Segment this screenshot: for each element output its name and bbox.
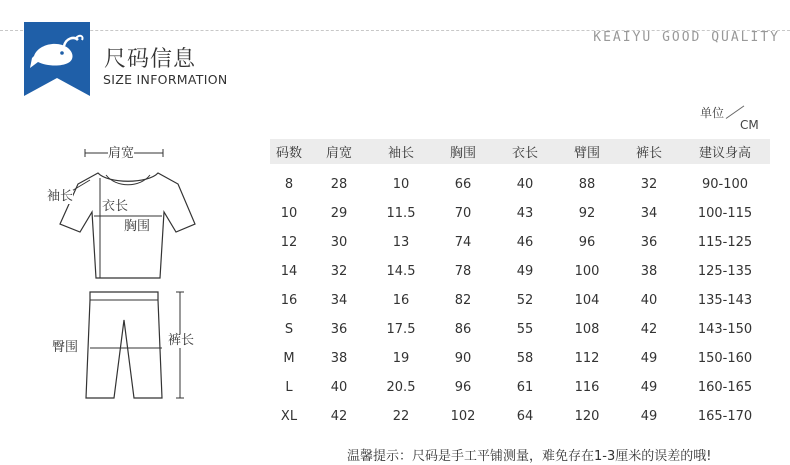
table-row [270, 286, 770, 315]
table-cell: 55 [516, 322, 534, 337]
unit-indicator [700, 104, 770, 134]
measurement-note: 温馨提示：尺码是手工平铺测量，难免存在1-3厘米的误差的哦! [347, 449, 712, 464]
table-cell: 160-165 [697, 380, 753, 395]
table-cell: 49 [640, 351, 658, 366]
table-row [270, 199, 770, 228]
shoulder-label: 肩宽 [108, 146, 135, 161]
chest-label: 胸围 [124, 219, 151, 234]
table-cell: 10 [280, 206, 298, 221]
table-cell: 120 [574, 409, 600, 424]
table-cell: 42 [640, 322, 658, 337]
table-row [270, 402, 770, 431]
table-cell: 64 [516, 409, 534, 424]
table-cell: 12 [280, 235, 298, 250]
table-cell: 20.5 [386, 380, 416, 395]
table-cell: 16 [280, 293, 298, 308]
table-cell: 165-170 [697, 409, 753, 424]
table-cell: 104 [574, 293, 600, 308]
table-cell: 38 [330, 351, 348, 366]
table-cell: 38 [640, 264, 658, 279]
table-cell: 96 [454, 380, 472, 395]
table-cell: S [284, 322, 294, 337]
table-cell: 88 [578, 177, 596, 192]
col-header-length: 衣长 [494, 139, 556, 164]
col-header-chest: 胸围 [432, 139, 494, 164]
table-cell: 86 [454, 322, 472, 337]
unit-value: CM [740, 118, 759, 132]
table-cell: 96 [578, 235, 596, 250]
table-cell: 115-125 [697, 235, 753, 250]
table-cell: 34 [330, 293, 348, 308]
table-cell: 40 [330, 380, 348, 395]
table-cell: 112 [574, 351, 600, 366]
table-cell: 90-100 [701, 177, 749, 192]
table-cell: 82 [454, 293, 472, 308]
hip-label: 臀围 [52, 340, 79, 355]
table-cell: 32 [640, 177, 658, 192]
table-cell: 61 [516, 380, 534, 395]
table-cell: 29 [330, 206, 348, 221]
col-header-pants-length: 裤长 [618, 139, 680, 164]
table-cell: 108 [574, 322, 600, 337]
table-cell: 40 [640, 293, 658, 308]
table-cell: 70 [454, 206, 472, 221]
table-body [270, 164, 770, 431]
table-cell: 32 [330, 264, 348, 279]
size-table [270, 139, 770, 431]
pants-length-label: 裤长 [168, 333, 195, 348]
table-cell: 36 [330, 322, 348, 337]
page-subtitle: SIZE INFORMATION [103, 72, 228, 87]
sleeve-label: 袖长 [47, 189, 74, 204]
col-header-height: 建议身高 [680, 139, 770, 164]
table-cell: M [283, 351, 295, 366]
garment-outline [30, 140, 210, 410]
table-cell: 90 [454, 351, 472, 366]
table-cell: 42 [330, 409, 348, 424]
table-cell: 13 [392, 235, 410, 250]
table-cell: 19 [392, 351, 410, 366]
table-cell: 150-160 [697, 351, 753, 366]
table-cell: 78 [454, 264, 472, 279]
table-cell: 30 [330, 235, 348, 250]
table-row [270, 257, 770, 286]
table-row [270, 228, 770, 257]
garment-diagram [30, 140, 210, 414]
table-cell: 100-115 [697, 206, 753, 221]
table-header-row [270, 139, 770, 164]
col-header-shoulder: 肩宽 [308, 139, 370, 164]
table-cell: 22 [392, 409, 410, 424]
table-cell: 36 [640, 235, 658, 250]
table-cell: 46 [516, 235, 534, 250]
table-cell: 40 [516, 177, 534, 192]
page-title: 尺码信息 [104, 47, 197, 72]
unit-label: 单位 [700, 106, 725, 120]
table-row [270, 373, 770, 402]
table-cell: 14 [280, 264, 298, 279]
table-cell: 17.5 [386, 322, 416, 337]
table-cell: 49 [640, 380, 658, 395]
table-cell: 8 [284, 177, 294, 192]
table-cell: 43 [516, 206, 534, 221]
table-cell: 143-150 [697, 322, 753, 337]
table-cell: 135-143 [697, 293, 753, 308]
length-label: 衣长 [102, 199, 129, 214]
whale-logo-icon [24, 22, 90, 96]
table-cell: 74 [454, 235, 472, 250]
table-cell: 125-135 [697, 264, 753, 279]
unit-slash [726, 105, 745, 118]
table-cell: 34 [640, 206, 658, 221]
table-cell: XL [280, 409, 298, 424]
table-row [270, 344, 770, 373]
table-cell: 100 [574, 264, 600, 279]
col-header-hip: 臂围 [556, 139, 618, 164]
table-cell: 116 [574, 380, 600, 395]
brand-slogan: KEAIYU GOOD QUALITY [593, 30, 780, 45]
table-cell: 14.5 [386, 264, 416, 279]
table-cell: 16 [392, 293, 410, 308]
table-row [270, 164, 770, 199]
table-cell: 102 [450, 409, 476, 424]
table-cell: 28 [330, 177, 348, 192]
col-header-size: 码数 [270, 139, 308, 164]
table-cell: 66 [454, 177, 472, 192]
table-row [270, 315, 770, 344]
table-cell: 58 [516, 351, 534, 366]
table-cell: 52 [516, 293, 534, 308]
table-cell: 49 [640, 409, 658, 424]
table-cell: 11.5 [386, 206, 416, 221]
table-cell: 10 [392, 177, 410, 192]
col-header-sleeve: 袖长 [370, 139, 432, 164]
table-cell: 49 [516, 264, 534, 279]
table-cell: L [285, 380, 293, 395]
table-cell: 92 [578, 206, 596, 221]
